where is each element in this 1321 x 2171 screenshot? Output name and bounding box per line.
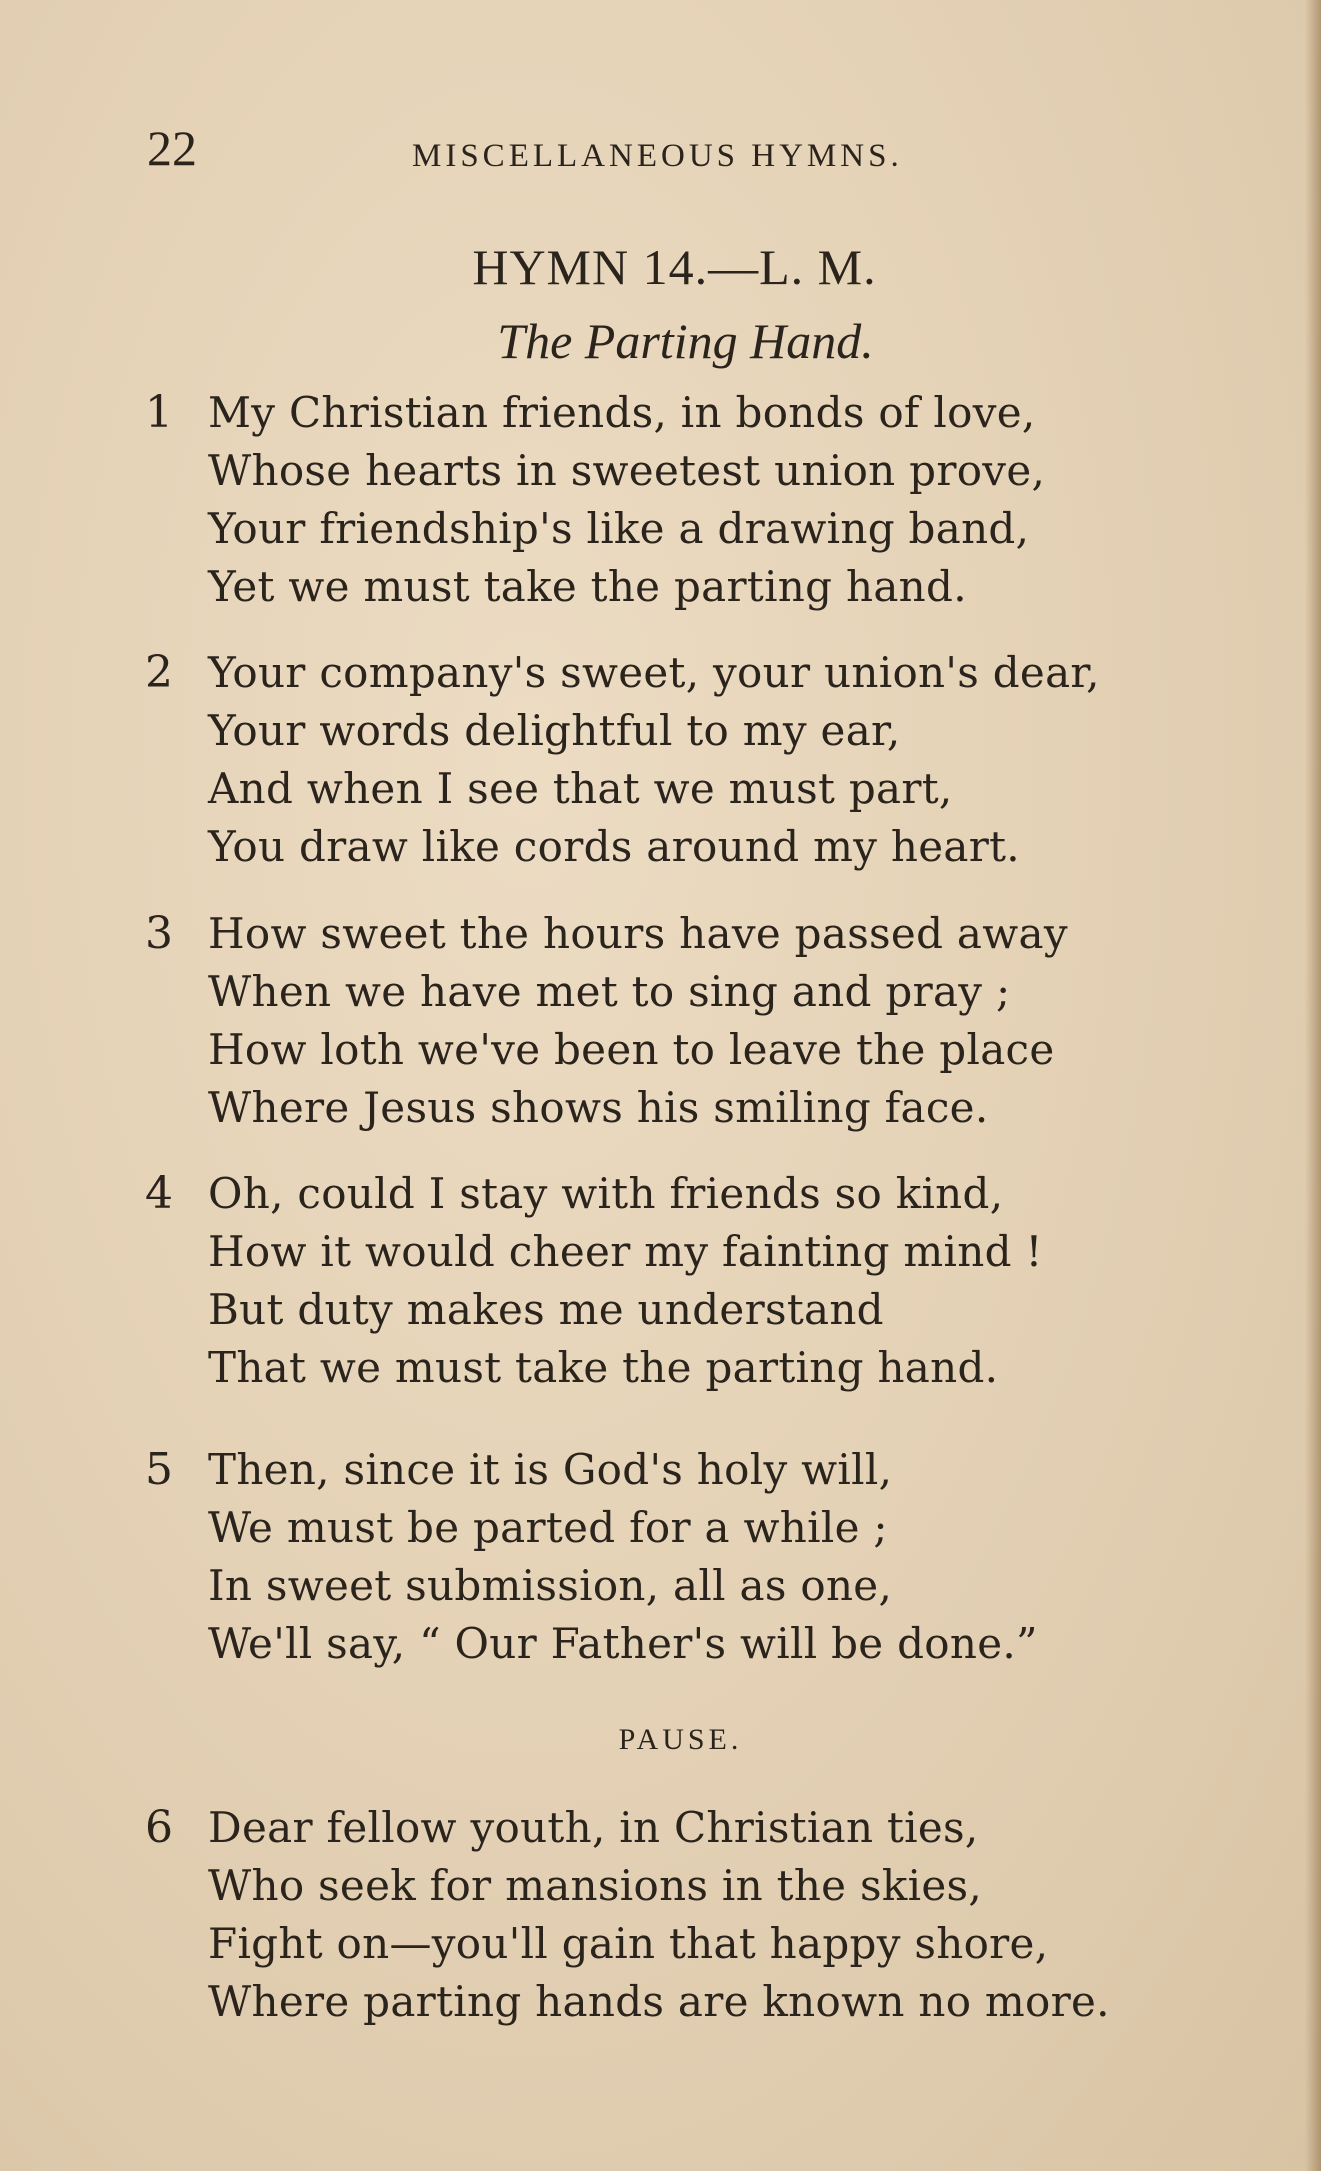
hymn-title: The Parting Hand. — [497, 313, 874, 369]
verse-line: Oh, could I stay with friends so kind, — [208, 1169, 1004, 1218]
page-number: 22 — [147, 120, 197, 176]
running-head — [147, 118, 1167, 188]
verse-line: Yet we must take the parting hand. — [208, 562, 967, 611]
stanza-5 — [145, 1441, 1265, 1673]
stanza-4 — [145, 1165, 1265, 1397]
stanza-number: 3 — [145, 908, 173, 959]
verse-line: Your friendship's like a drawing band, — [208, 504, 1030, 553]
pause-label: PAUSE. — [618, 1723, 743, 1756]
verse-line: Whose hearts in sweetest union prove, — [208, 446, 1046, 495]
hymn-number: HYMN 14.—L. M. — [472, 239, 877, 295]
verse-line: How sweet the hours have passed away — [208, 909, 1068, 958]
verse-line: Your words delightful to my ear, — [208, 706, 901, 755]
verse-line: Your company's sweet, your union's dear, — [208, 648, 1100, 697]
verse-line: That we must take the parting hand. — [208, 1343, 999, 1392]
verse-line: You draw like cords around my heart. — [208, 822, 1020, 871]
verse-line: And when I see that we must part, — [208, 764, 953, 813]
verse-line: Where Jesus shows his smiling face. — [208, 1083, 989, 1132]
verse-line: In sweet submission, all as one, — [208, 1561, 893, 1610]
verse-line: We must be parted for a while ; — [208, 1503, 888, 1552]
verse-line: My Christian friends, in bonds of love, — [208, 388, 1036, 437]
verse-line: Who seek for mansions in the skies, — [208, 1861, 982, 1910]
verse-line: How loth we've been to leave the place — [208, 1025, 1055, 1074]
section-title: MISCELLANEOUS HYMNS. — [412, 138, 903, 174]
verse-line: Fight on—you'll gain that happy shore, — [208, 1919, 1049, 1968]
stanza-3 — [145, 905, 1265, 1137]
verse-line: When we have met to sing and pray ; — [208, 967, 1011, 1016]
verse-line: Then, since it is God's holy will, — [208, 1445, 893, 1494]
stanza-number: 5 — [145, 1444, 173, 1495]
verse-line: Where parting hands are known no more. — [208, 1977, 1110, 2026]
stanza-number: 6 — [145, 1802, 173, 1853]
verse-line: We'll say, “ Our Father's will be done.” — [208, 1619, 1038, 1668]
stanza-2 — [145, 644, 1265, 876]
stanza-number: 1 — [145, 387, 173, 438]
verse-line: Dear fellow youth, in Christian ties, — [208, 1803, 979, 1852]
stanza-number: 4 — [145, 1168, 173, 1219]
stanza-number: 2 — [145, 647, 173, 698]
verse-line: How it would cheer my fainting mind ! — [208, 1227, 1043, 1276]
stanza-1 — [145, 384, 1265, 616]
verse-line: But duty makes me understand — [208, 1285, 884, 1334]
stanza-6 — [145, 1799, 1265, 2031]
